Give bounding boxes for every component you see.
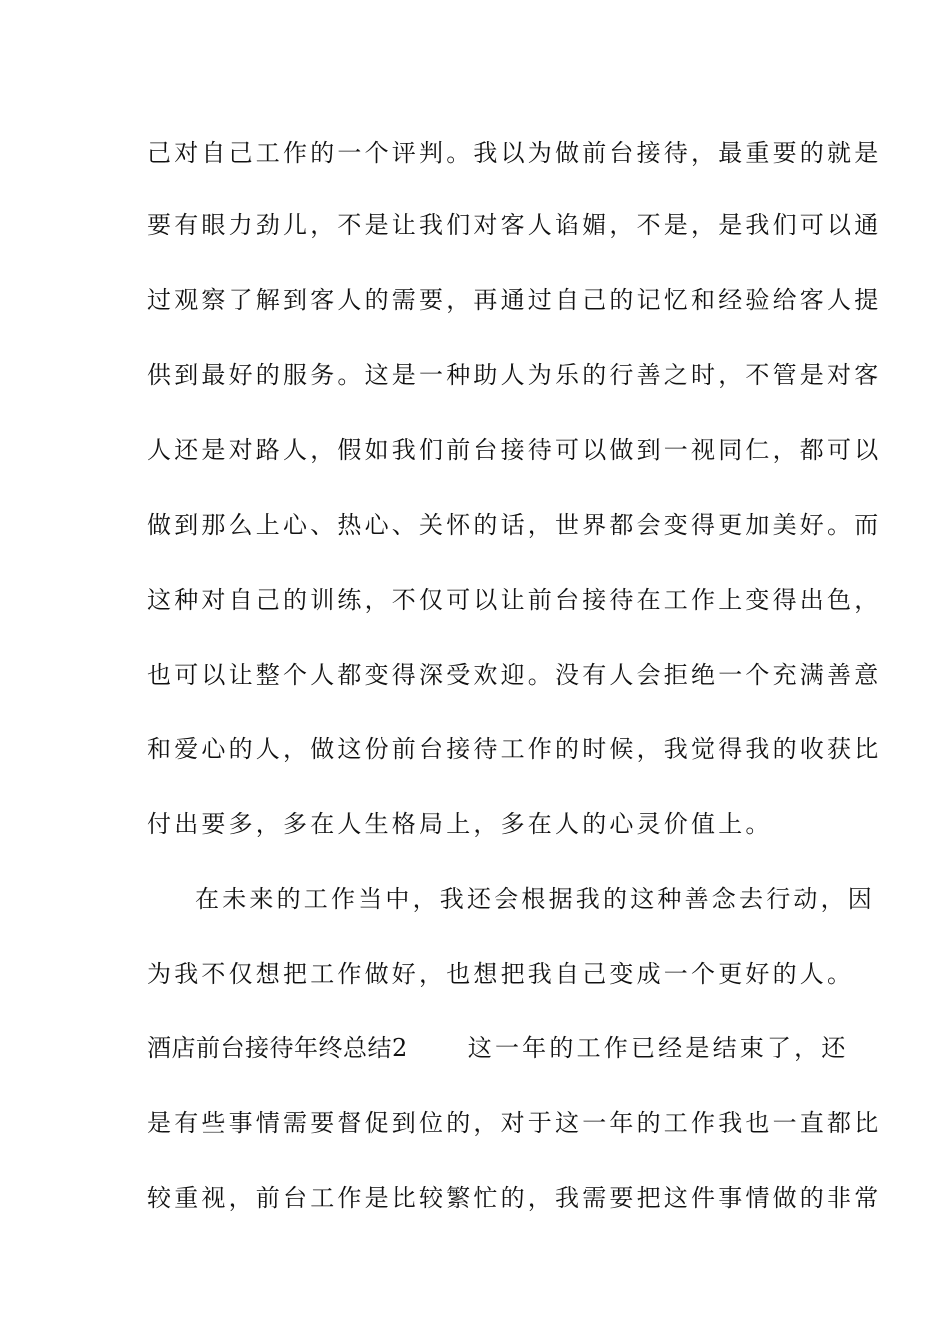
paragraph-line: 是有些事情需要督促到位的，对于这一年的工作我也一直都比 (147, 1109, 882, 1137)
section-heading: 酒店前台接待年终总结2 (147, 1034, 408, 1062)
paragraph-line: 人还是对路人，假如我们前台接待可以做到一视同仁，都可以 (147, 436, 882, 464)
section-heading-line (147, 1033, 849, 1063)
paragraph-line: 付出要多，多在人生格局上，多在人的心灵价值上。 (147, 810, 773, 838)
paragraph-line: 做到那么上心、热心、关怀的话，世界都会变得更加美好。而 (147, 511, 882, 539)
paragraph-line: 在未来的工作当中，我还会根据我的这种善念去行动，因 (195, 885, 875, 913)
paragraph-line: 己对自己工作的一个评判。我以为做前台接待，最重要的就是 (147, 139, 882, 167)
paragraph-line: 和爱心的人，做这份前台接待工作的时候，我觉得我的收获比 (147, 735, 882, 763)
paragraph-line: 也可以让整个人都变得深受欢迎。没有人会拒绝一个充满善意 (147, 661, 882, 689)
paragraph-line: 要有眼力劲儿，不是让我们对客人谄媚，不是，是我们可以通 (147, 211, 882, 239)
paragraph-line: 这种对自己的训练，不仅可以让前台接待在工作上变得出色， (147, 586, 882, 614)
paragraph-line: 供到最好的服务。这是一种助人为乐的行善之时，不管是对客 (147, 361, 882, 389)
paragraph-line: 较重视，前台工作是比较繁忙的，我需要把这件事情做的非常 (147, 1184, 882, 1212)
paragraph-line: 过观察了解到客人的需要，再通过自己的记忆和经验给客人提 (147, 286, 882, 314)
paragraph-text: 这一年的工作已经是结束了，还 (467, 1034, 849, 1062)
paragraph-line: 为我不仅想把工作做好，也想把我自己变成一个更好的人。 (147, 960, 855, 988)
